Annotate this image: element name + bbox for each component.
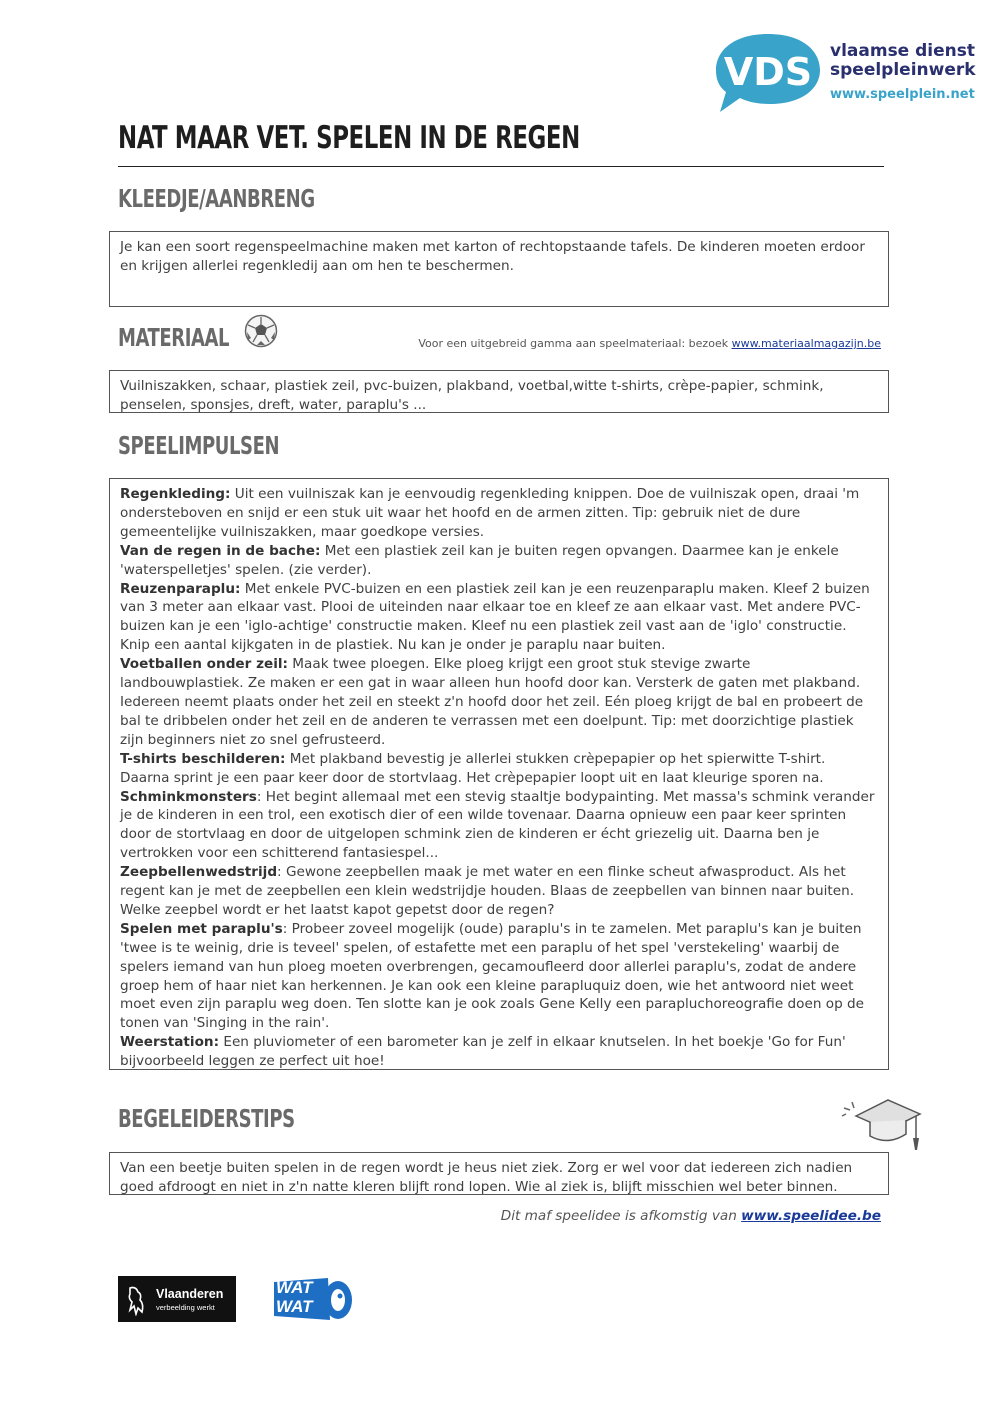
graduation-cap-icon: [838, 1094, 922, 1154]
impuls-text: Met plakband bevestig je allerlei stukken crèpepapier op het spierwitte T-shirt. Daarna sprint je een paar keer door de stortvlaag. Het crèpepapier loopt uit en laat kleurige sporen na.: [120, 750, 826, 786]
page-title: NAT MAAR VET. SPELEN IN DE REGEN: [118, 120, 580, 156]
materiaal-box: [109, 370, 889, 413]
kleedje-text: Je kan een soort regenspeelmachine maken met karton of rechtopstaande tafels. De kinderen moeten erdoor en krijgen allerlei regenkledij aan om hen te beschermen.: [120, 239, 865, 274]
brand-url[interactable]: www.speelplein.net: [830, 87, 975, 102]
watwat-text: [276, 1278, 313, 1316]
watwat-line2: WAT: [276, 1297, 313, 1316]
impuls-text: : Gewone zeepbellen maak je met water en een flinke scheut afwasproduct. Als het regent kan je met de zeepbellen een klein wedstrijdje houden. Blaas de zeepbellen van binnen naar buiten. Welke zeepbel wordt er het laatst kapot gepetst door de regen?: [120, 864, 855, 918]
impuls-text: : Het begint allemaal met een stevig staaltje bodypainting. Met massa's schmink verander je de kinderen in een trol, een exotisch dier of een wilde tovenaar. Daarna opnieuw een paar keer sprinten door de stortvlaag en door de uitgelopen schmink zien de kinderen er écht griezelig uit. Daarna ben je vertrokken voor een schitterend fantasiespel...: [120, 788, 875, 862]
section-heading-begeleiderstips: BEGELEIDERSTIPS: [118, 1104, 295, 1133]
vlaanderen-logo: [118, 1276, 236, 1322]
impuls-text: Uit een vuilniszak kan je eenvoudig regenkleding knippen. Doe de vuilniszak open, draai 'm ondersteboven en snijd er een stuk uit waar het hoofd en de armen zitten. Tip: gebruik niet de dure gemeentelijke vuilniszakken, maar goedkope versies.: [120, 486, 860, 540]
impuls-term: Reuzenparaplu:: [120, 580, 241, 597]
materiaal-note-text: Voor een uitgebreid gamma aan speelmateriaal: bezoek: [418, 337, 732, 350]
impuls-item: [120, 920, 878, 1033]
impuls-term: Spelen met paraplu's: [120, 920, 283, 937]
vlaanderen-sub: verbeelding werkt: [156, 1303, 215, 1312]
vds-logo: [712, 30, 976, 116]
impuls-term: Schminkmonsters: [120, 788, 257, 805]
impuls-text: : Probeer zoveel mogelijk (oude) paraplu's in te zamelen. Met paraplu's kan je buiten 'twee is te weinig, drie is teveel' spelen, of estafette met een paraplu of het spel 'verstekeling' waarbij de spelers iemand van hun ploeg moeten overbrengen, gecamoufleerd door allerlei paraplu's, zodat de andere groep hem of haar niet kan herkennen. Je kan ook een kleine parapluquiz doen, wie het antwoord niet weet moet even zijn paraplu weg doen. Ten slotte kan je ook zoals Gene Kelly een parapluchoreografie doen op de tonen van 'Singing in the rain'.: [120, 920, 865, 1032]
materiaal-link[interactable]: www.materiaalmagazijn.be: [731, 337, 881, 350]
impuls-text: Een pluviometer of een barometer kan je zelf in elkaar knutselen. In het boekje 'Go for Fun' bijvoorbeeld leggen ze perfect uit hoe!: [120, 1034, 846, 1070]
brand-line2: speelpleinwerk: [830, 60, 976, 80]
impuls-term: Weerstation:: [120, 1034, 220, 1051]
section-heading-materiaal: MATERIAAL: [118, 323, 230, 352]
kleedje-box: [109, 231, 889, 307]
impuls-item: [120, 750, 878, 788]
impuls-item: [120, 485, 878, 542]
impuls-item: [120, 655, 878, 750]
watwat-logo: [272, 1276, 354, 1322]
impuls-term: Regenkleding:: [120, 486, 231, 502]
impuls-term: T-shirts beschilderen:: [120, 750, 286, 767]
vds-bubble-icon: [712, 30, 824, 116]
credit-line: [501, 1208, 881, 1224]
impuls-item: [120, 788, 878, 864]
materiaal-text: Vuilniszakken, schaar, plastiek zeil, pvc-buizen, plakband, voetbal,witte t-shirts, crèpe-papier, schmink, penselen, sponsjes, dreft, water, paraplu's ...: [120, 378, 824, 413]
impuls-term: Zeepbellenwedstrijd: [120, 864, 278, 881]
brand-line1: vlaamse dienst: [830, 41, 976, 61]
begeleiderstips-box: [109, 1152, 889, 1195]
credit-text: Dit maf speelidee is afkomstig van: [500, 1208, 742, 1224]
section-heading-kleedje: KLEEDJE/AANBRENG: [118, 184, 315, 213]
football-icon: [244, 314, 278, 348]
lion-icon: [124, 1284, 148, 1316]
brand-short: VDS: [723, 50, 813, 94]
credit-link[interactable]: www.speelidee.be: [741, 1208, 881, 1224]
impuls-text: Met een plastiek zeil kan je buiten regen opvangen. Daarmee kan je enkele 'waterspelletjes' spelen. (zie verder).: [120, 542, 839, 578]
section-heading-speelimpulsen: SPEELIMPULSEN: [118, 431, 280, 460]
impuls-item: [120, 1033, 878, 1071]
brand-name: [830, 42, 976, 80]
speelimpulsen-box: [109, 478, 889, 1070]
begeleiderstips-text: Van een beetje buiten spelen in de regen wordt je heus niet ziek. Zorg er wel voor dat iedereen zich nadien goed afdroogt en niet in z'n natte kleren blijft rond lopen. Wie al ziek is, blijft misschien wel beter binnen.: [120, 1160, 853, 1195]
vlaanderen-name: Vlaanderen: [156, 1287, 224, 1301]
impuls-term: Voetballen onder zeil:: [120, 656, 288, 673]
impuls-text: Maak twee ploegen. Elke ploeg krijgt een groot stuk stevige zwarte landbouwplastiek. Ze maken er een gat in waar alleen hun hoofd door kan. Versterk de gaten met plakband. Iedereen neemt plaats onder het zeil en steekt z'n hoofd door het zeil. Eén ploeg krijgt de bal en probeert de bal te dribbelen onder het zeil en de anderen te verrassen met een doelpunt. Tip: met doorzichtige plastiek zijn beginners niet zo snel gefrusteerd.: [120, 656, 864, 748]
impuls-item: [120, 542, 878, 580]
impuls-item: [120, 863, 878, 920]
impuls-term: Van de regen in de bache:: [120, 542, 321, 559]
impuls-item: [120, 580, 878, 656]
materiaal-note: [418, 337, 881, 350]
watwat-line1: WAT: [276, 1278, 313, 1297]
impuls-text: Met enkele PVC-buizen en een plastiek zeil kan je een reuzenparaplu maken. Kleef 2 buizen van 3 meter aan elkaar vast. Plooi de uiteinden naar elkaar toe en kleef ze aan elkaar vast. Met andere PVC-buizen kan je een 'iglo-achtige' constructie maken. Kleef nu een plastiek zeil vast aan de 'iglo' constructie. Knip een aantal kijkgaten in de plastiek. Nu kan je onder je paraplu naar buiten.: [120, 580, 870, 654]
title-divider: [118, 166, 884, 167]
